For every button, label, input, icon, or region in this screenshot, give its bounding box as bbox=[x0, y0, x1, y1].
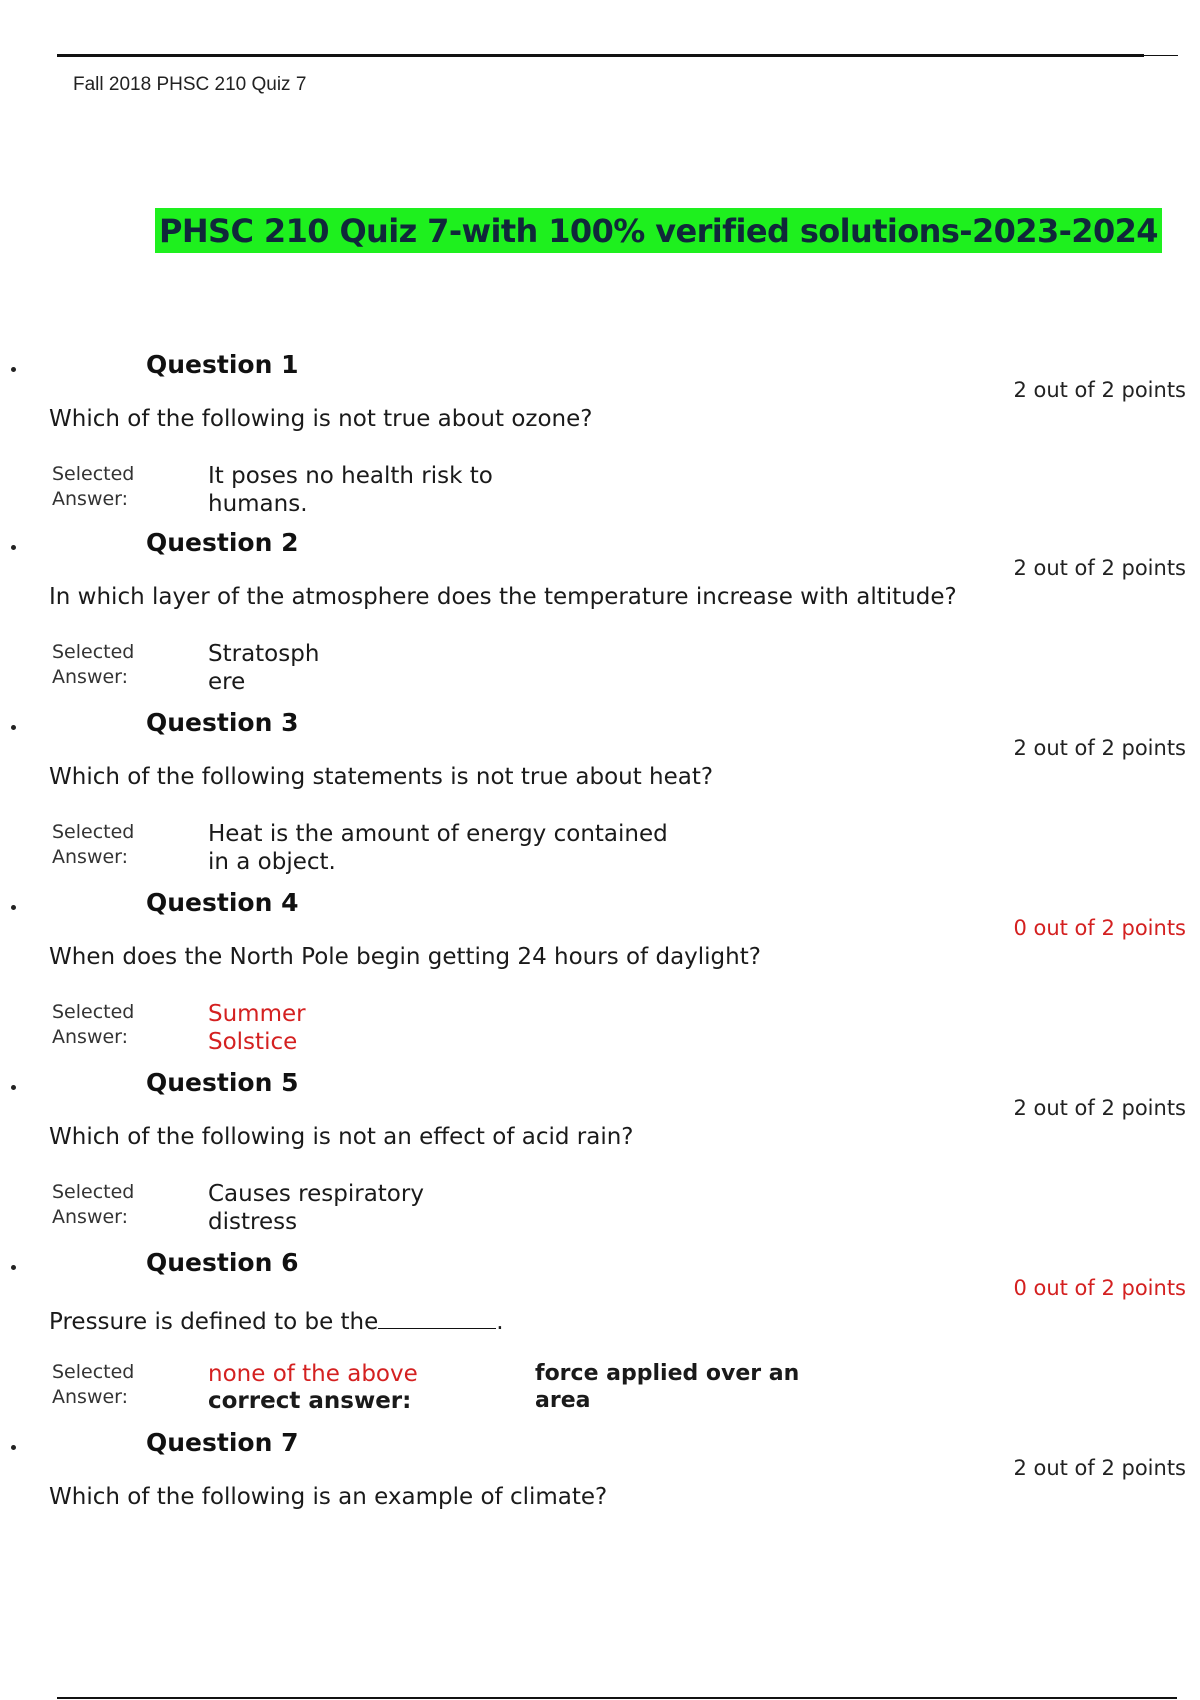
question-text: Which of the following is not true about ozone? bbox=[49, 406, 593, 432]
bullet-icon bbox=[11, 1085, 16, 1090]
bullet-icon bbox=[11, 1265, 16, 1270]
question-text: Which of the following statements is not true about heat? bbox=[49, 764, 714, 790]
question-title: Question 7 bbox=[146, 1428, 299, 1457]
correct-answer: force applied over an area bbox=[535, 1361, 800, 1413]
question-5 bbox=[0, 1068, 1200, 1248]
selected-answer: none of the above bbox=[208, 1361, 418, 1387]
question-3 bbox=[0, 708, 1200, 888]
bullet-icon bbox=[11, 1445, 16, 1450]
bullet-icon bbox=[11, 367, 16, 372]
title-highlight bbox=[155, 208, 1162, 253]
question-title: Question 2 bbox=[146, 528, 299, 557]
bullet-icon bbox=[11, 545, 16, 550]
selected-answer-label: Selected Answer: bbox=[52, 1361, 135, 1408]
correct-answer-label: correct answer: bbox=[208, 1388, 412, 1414]
question-points: 2 out of 2 points bbox=[1013, 1096, 1186, 1120]
question-text: Which of the following is not an effect of acid rain? bbox=[49, 1124, 634, 1150]
question-title: Question 6 bbox=[146, 1248, 299, 1277]
question-6 bbox=[0, 1248, 1200, 1428]
selected-answer: Heat is the amount of energy contained in a object. bbox=[208, 821, 668, 875]
question-points: 2 out of 2 points bbox=[1013, 378, 1186, 402]
question-title: Question 3 bbox=[146, 708, 299, 737]
fill-in-blank bbox=[378, 1304, 496, 1329]
selected-answer: Summer Solstice bbox=[208, 1001, 306, 1055]
question-4 bbox=[0, 888, 1200, 1068]
selected-answer-label: Selected Answer: bbox=[52, 641, 135, 688]
bottom-rule bbox=[57, 1697, 1177, 1699]
document-title: PHSC 210 Quiz 7-with 100% verified solutions-2023-2024 bbox=[159, 211, 1158, 250]
question-text: Which of the following is an example of climate? bbox=[49, 1484, 608, 1510]
question-title: Question 5 bbox=[146, 1068, 299, 1097]
question-points: 0 out of 2 points bbox=[1013, 916, 1186, 940]
question-title: Question 4 bbox=[146, 888, 299, 917]
question-points: 2 out of 2 points bbox=[1013, 736, 1186, 760]
selected-answer-label: Selected Answer: bbox=[52, 821, 135, 868]
page-header: Fall 2018 PHSC 210 Quiz 7 bbox=[73, 74, 307, 95]
question-points: 2 out of 2 points bbox=[1013, 1456, 1186, 1480]
question-text: Pressure is defined to be the . bbox=[49, 1304, 504, 1335]
bullet-icon bbox=[11, 905, 16, 910]
bullet-icon bbox=[11, 725, 16, 730]
selected-answer: Causes respiratory distress bbox=[208, 1181, 424, 1235]
question-text: In which layer of the atmosphere does the temperature increase with altitude? bbox=[49, 584, 957, 610]
question-1 bbox=[0, 350, 1200, 530]
top-rule-tail bbox=[1144, 55, 1178, 56]
question-7 bbox=[0, 1428, 1200, 1608]
selected-answer: Stratosph ere bbox=[208, 641, 320, 695]
question-points: 0 out of 2 points bbox=[1013, 1276, 1186, 1300]
question-points: 2 out of 2 points bbox=[1013, 556, 1186, 580]
selected-answer-label: Selected Answer: bbox=[52, 1181, 135, 1228]
selected-answer-label: Selected Answer: bbox=[52, 463, 135, 510]
selected-answer-label: Selected Answer: bbox=[52, 1001, 135, 1048]
question-title: Question 1 bbox=[146, 350, 299, 379]
question-text: When does the North Pole begin getting 24 hours of daylight? bbox=[49, 944, 761, 970]
top-rule bbox=[57, 54, 1144, 57]
selected-answer: It poses no health risk to humans. bbox=[208, 463, 493, 517]
question-2 bbox=[0, 528, 1200, 708]
